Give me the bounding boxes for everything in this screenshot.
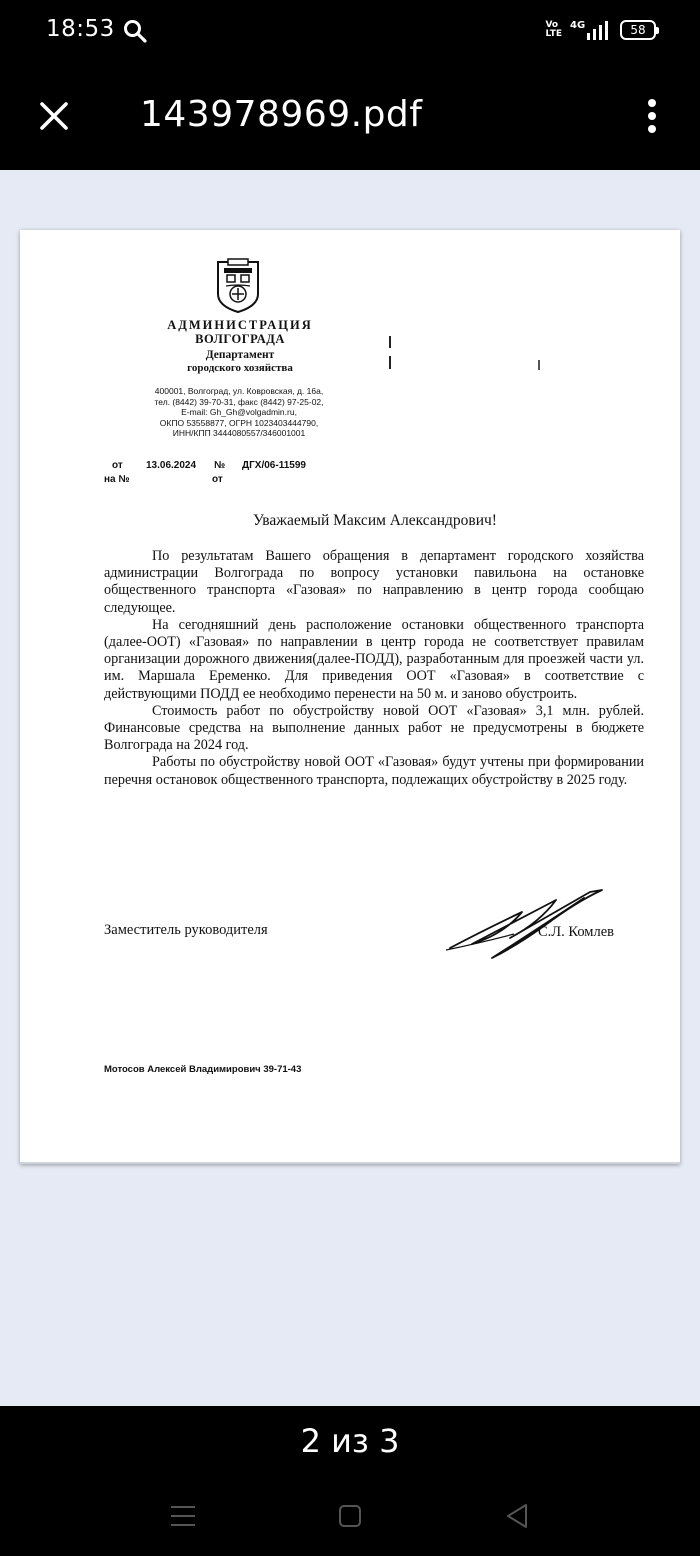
org-name: АДМИНИСТРАЦИЯ xyxy=(167,318,313,332)
volte-icon: Vo LTE xyxy=(545,20,562,39)
ref-from-label-2: от xyxy=(212,474,223,485)
pdf-viewer[interactable] xyxy=(0,170,700,1406)
scan-artifact xyxy=(538,360,540,370)
pdf-page[interactable] xyxy=(20,230,680,1164)
signer-title: Заместитель руководителя xyxy=(104,922,268,938)
ref-date: 13.06.2024 xyxy=(146,460,197,471)
menu-icon xyxy=(170,1504,196,1528)
paragraph: По результатам Вашего обращения в департамент городского хозяйства администрации Волгограда по вопросу установки павильона на остановке общественного транспорта «Газовая» по направлению в центр города сообщаю следующее. xyxy=(104,548,644,616)
file-title: 143978969.pdf xyxy=(140,94,423,135)
home-icon xyxy=(338,1504,362,1528)
letter-body xyxy=(104,548,644,789)
search-icon xyxy=(122,18,148,44)
recent-apps-button[interactable] xyxy=(163,1498,203,1534)
signer-name: С.Л. Комлев xyxy=(538,924,614,940)
org-city: ВОЛГОГРАДА xyxy=(195,332,285,346)
ref-from-label: от xyxy=(112,460,123,471)
system-nav-bar xyxy=(0,1476,700,1556)
contact-line: ИНН/КПП 3444080557/346001001 xyxy=(172,428,306,438)
coat-of-arms-icon xyxy=(214,258,262,314)
back-icon xyxy=(505,1503,529,1529)
page-edge xyxy=(20,1162,680,1164)
handwritten-signature xyxy=(444,882,614,962)
executor-note: Мотосов Алексей Владимирович 39-71-43 xyxy=(104,1064,302,1075)
org-department-name: городского хозяйства xyxy=(187,362,293,374)
ref-to-label: на № xyxy=(104,474,130,485)
scan-artifact xyxy=(388,336,392,370)
contact-line: ОКПО 53558877, ОГРН 1023403444790, xyxy=(159,417,319,428)
status-icons xyxy=(545,16,656,44)
close-icon xyxy=(39,101,69,131)
home-button[interactable] xyxy=(330,1498,370,1534)
paragraph: На сегодняшний день расположение остановки общественного транспорта (далее-ООТ) «Газовая» по направлении в центр города не соответствует правилам организации дорожного движения(далее-ПОДД), разработанным для проезжей части ул. им. Маршала Еременко. Для приведения ООТ «Газовая» в соответствие с действующими ПОДД ее необходимо перенести на 50 м. и заново обустроить. xyxy=(104,616,644,702)
ref-number: ДГХ/06-11599 xyxy=(242,460,306,471)
org-header xyxy=(120,318,360,375)
close-button[interactable] xyxy=(30,92,78,140)
more-vertical-icon xyxy=(646,98,658,134)
back-button[interactable] xyxy=(497,1498,537,1534)
contact-line: 400001, Волгоград, ул. Ковровская, д. 16а, xyxy=(154,386,324,396)
paragraph: Работы по обустройству новой ООТ «Газовая» будут учтены при формировании перечня остановок общественного транспорта, подлежащих обустройству в 2025 году. xyxy=(104,754,644,788)
salutation: Уважаемый Максим Александрович! xyxy=(253,512,497,529)
more-options-button[interactable] xyxy=(628,92,676,140)
page-indicator: 2 из 3 xyxy=(0,1406,700,1476)
app-bar xyxy=(0,62,700,170)
status-bar xyxy=(0,0,700,62)
battery-icon xyxy=(620,20,656,40)
contact-line: E-mail: Gh_Gh@volgadmin.ru, xyxy=(181,407,297,417)
paragraph: Стоимость работ по обустройству новой ООТ «Газовая» 3,1 млн. рублей. Финансовые средства на выполнение данных работ не предусмотрены в бюджете Волгограда на 2024 год. xyxy=(104,702,644,754)
ref-number-sign: № xyxy=(214,460,226,471)
battery-level: 58 xyxy=(630,23,646,37)
status-time: 18:53 xyxy=(46,16,115,42)
contact-line: тел. (8442) 39-70-31, факс (8442) 97-25-02, xyxy=(154,396,324,407)
svg-text:4G: 4G xyxy=(570,20,586,31)
org-department: Департамент xyxy=(205,349,275,361)
signal-icon xyxy=(570,19,612,41)
contact-block xyxy=(114,386,364,439)
